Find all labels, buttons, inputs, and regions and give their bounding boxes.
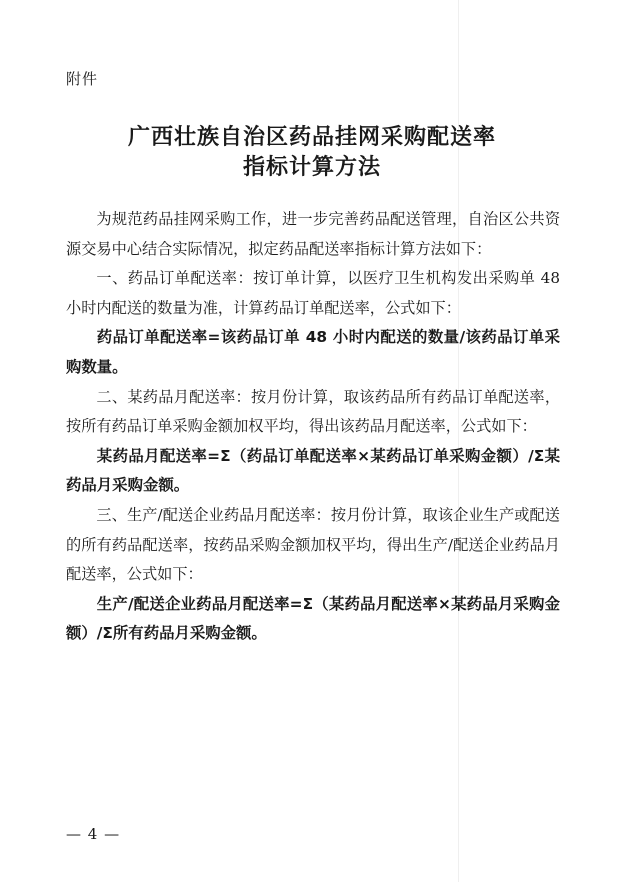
intro-paragraph: 为规范药品挂网采购工作，进一步完善药品配送管理，自治区公共资源交易中心结合实际情况，拟定药品配送率指标计算方法如下： (66, 210, 560, 258)
page-number: — 4 — (66, 825, 121, 843)
formula-3: 生产/配送企业药品月配送率=Σ（某药品月配送率×某药品月采购金额）/Σ所有药品月采购金额。 (66, 594, 560, 643)
document-body (66, 205, 560, 649)
formula-1: 药品订单配送率=该药品订单 48 小时内配送的数量/该药品订单采购数量。 (66, 328, 560, 376)
section-1-paragraph: 一、药品订单配送率：按订单计算，以医疗卫生机构发出采购单 48 小时内配送的数量为准，计算药品订单配送率，公式如下： (66, 269, 560, 317)
attachment-label: 附件 (66, 70, 99, 88)
document-title-line-1: 广西壮族自治区药品挂网采购配送率 (127, 125, 496, 150)
formula-2: 某药品月配送率=Σ（药品订单配送率×某药品订单采购金额）/Σ某药品月采购金额。 (66, 446, 560, 495)
section-3-paragraph: 三、生产/配送企业药品月配送率：按月份计算，取该企业生产或配送的所有药品配送率，按药品采购金额加权平均，得出生产/配送企业药品月配送率，公式如下： (66, 505, 560, 584)
document-title-line-2: 指标计算方法 (242, 155, 381, 180)
section-2-paragraph: 二、某药品月配送率：按月份计算，取该药品所有药品订单配送率，按所有药品订单采购金额加权平均，得出该药品月配送率，公式如下： (66, 387, 560, 436)
